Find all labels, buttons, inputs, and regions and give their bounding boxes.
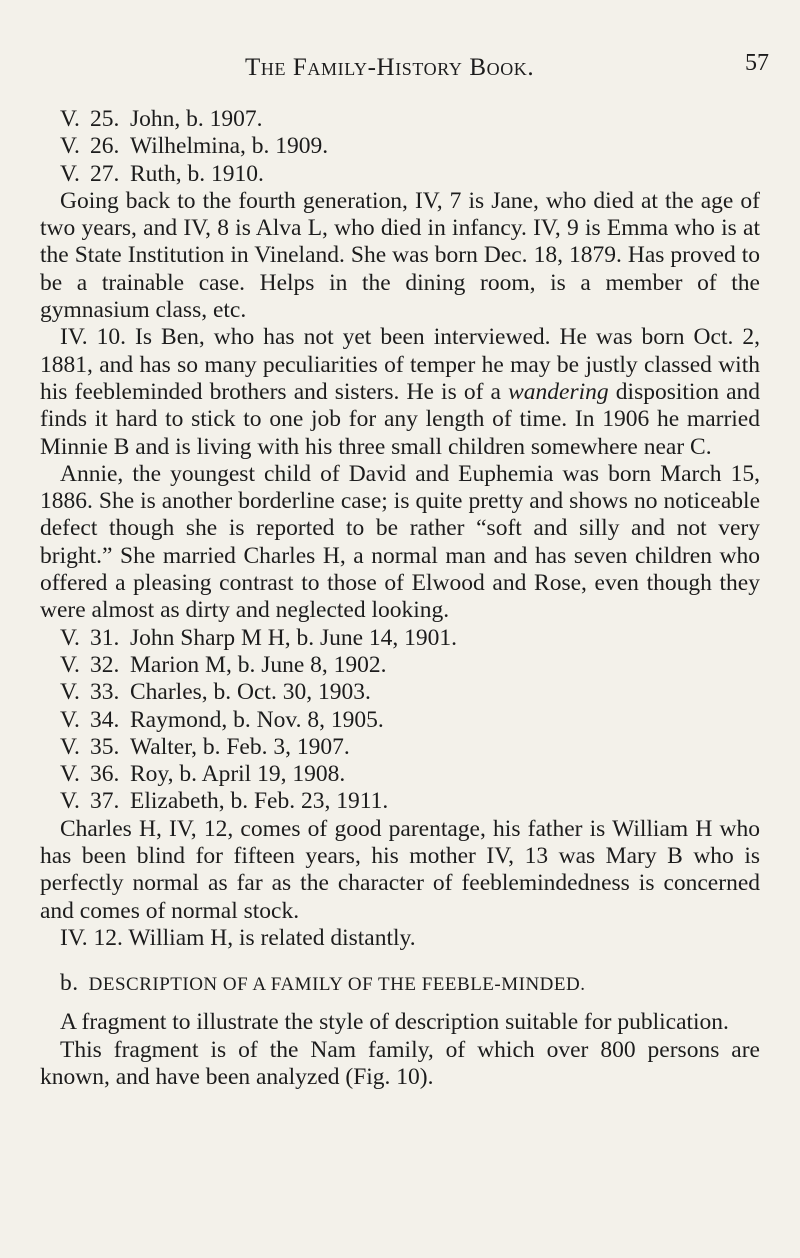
list-item: V. 31. John Sharp M H, b. June 14, 1901. [60,624,458,651]
generation-list-b [40,625,760,816]
list-item: V. 36. Roy, b. April 19, 1908. [60,761,346,788]
paragraph-fourth-generation: Going back to the fourth generation, IV, 7 is Jane, who died at the age of two years, and IV, 8 is Alva L, who died in infancy. IV, 9 is Emma who is at the State Institution in Vineland. She was born Dec. 18, 1879. Has proved to be a trainable case. Helps in the dining room, is a member of the gymnasium class, etc. [40,187,760,324]
list-item: V. 34. Raymond, b. Nov. 8, 1905. [60,706,384,733]
page-number: 57 [745,50,769,76]
page-body [40,106,760,1091]
paragraph-annie: Annie, the youngest child of David and Euphemia was born March 15, 1886. She is another borderline case; is quite pretty and shows no noticeable defect though she is reported to be rather “soft and silly and not very bright.” She married Charles H, a normal man and has seven children who offered a pleasing contrast to those of Elwood and Rose, even though they were almost as dirty and neglected looking. [40,460,760,624]
page-header [0,50,800,84]
paragraph-nam-family: This fragment is of the Nam family, of which over 800 persons are known, and have been analyzed (Fig. 10). [40,1036,760,1090]
paragraph-william: IV. 12. William H, is related distantly. [60,924,416,951]
section-heading [40,970,760,997]
paragraph-ben: IV. 10. Is Ben, who has not yet been interviewed. He was born Oct. 2, 1881, and has so many peculiarities of temper he may be justly classed with his feebleminded brothers and sisters. He is of a wandering disposition and finds it hard to stick to one job for any length of time. In 1906 he married Minnie B and is living with his three small children somewhere near C. [40,324,761,460]
list-item: V. 32. Marion M, b. June 8, 1902. [60,651,387,678]
list-item: V. 35. Walter, b. Feb. 3, 1907. [60,733,350,760]
list-item: V. 25. John, b. 1907. [60,106,263,132]
list-item: V. 26. Wilhelmina, b. 1909. [60,133,329,160]
list-item: V. 37. Elizabeth, b. Feb. 23, 1911. [60,788,389,815]
running-head: The Family-History Book. [245,54,535,81]
list-item: V. 33. Charles, b. Oct. 30, 1903. [60,679,371,706]
paragraph-fragment: A fragment to illustrate the style of description suitable for publication. [60,1009,729,1036]
paragraph-charles: Charles H, IV, 12, comes of good parentage, his father is William H who has been blind for fifteen years, his mother IV, 13 was Mary B who is perfectly normal as far as the character of feeblemindedness is concerned and comes of normal stock. [40,815,760,924]
generation-list-a [40,106,760,188]
section-title: DESCRIPTION OF A FAMILY OF THE FEEBLE-MINDED. [88,974,586,996]
list-item: V. 27. Ruth, b. 1910. [60,160,264,187]
section-label: b. [60,970,79,997]
emphasis-word: wandering [508,378,609,405]
